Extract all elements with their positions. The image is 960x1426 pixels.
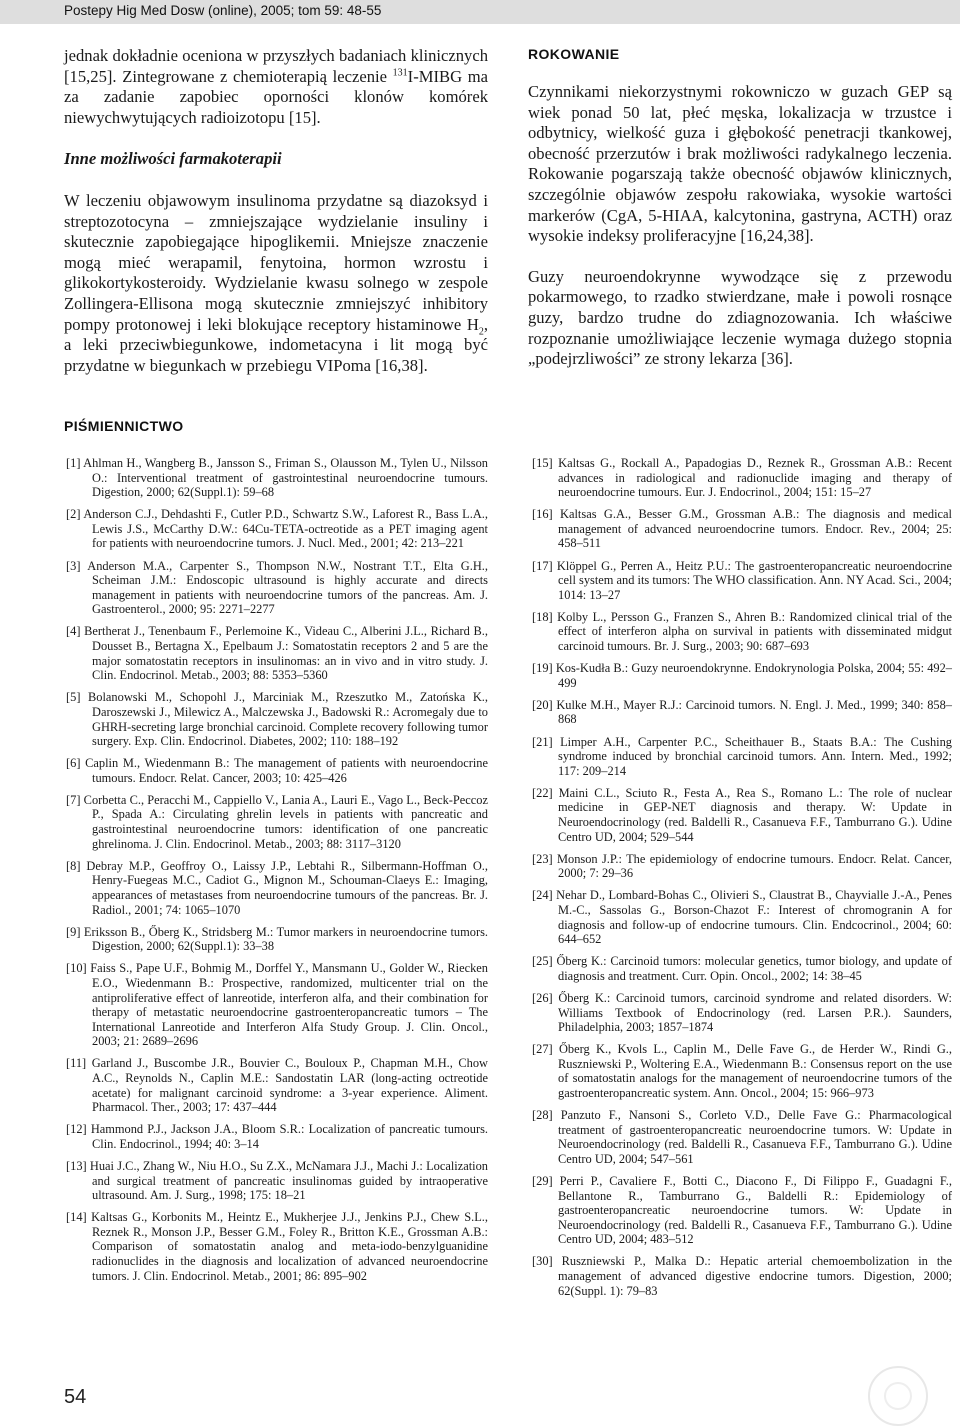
reference-item: [4] Bertherat J., Tenenbaum F., Perlemoine K., Videau C., Alberini J.L., Richard B., Dousset B., Bertagna X., Epelbaum J.: Somatostatin receptors 2 and 5 are the major somatostatin receptors in insulinomas: an in vivo and in vitro study. J. Clin. Endocrinol. Metab., 2003; 88: 5353–5360: [66, 624, 488, 683]
publisher-logo-icon: [868, 1366, 928, 1426]
reference-item: [21] Limper A.H., Carpenter P.C., Scheithauer B., Staats B.A.: The Cushing syndrome induced by bronchial carcinoid tumors. Ann. Intern. Med., 1992; 117: 209–214: [532, 734, 952, 778]
paragraph-prognosis-1: Czynnikami niekorzystnymi rokowniczo w guzach GEP są wiek ponad 50 lat, płeć męska, lokalizacja w trzustce i odbytnicy, wielkość guza i głębokość penetracji tkankowej, obecność przerzutów i brak możliwości radykalnego leczenia. Rokowanie pogarszają także obecność objawów klinicznych, szczególnie objawów zespołu rakowiaka, wysokie wartości markerów (CgA, 5-HIAA, kalcytonina, gastryna, ACTH) oraz wysokie indeksy proliferacyjne [16,24,38].: [528, 82, 952, 246]
running-header-bar: [0, 0, 960, 24]
reference-item: [19] Kos-Kudła B.: Guzy neuroendokrynne. Endokrynologia Polska, 2004; 55: 492–499: [532, 661, 952, 690]
reference-item: [1] Ahlman H., Wangberg B., Jansson S., Friman S., Olausson M., Tylen U., Nilsson O.: Interventional treatment of gastrointestinal neuroendocrine tumours. Digestion, 2000; 62(Suppl.1): 59–68: [66, 456, 488, 500]
reference-item: [28] Panzuto F., Nansoni S., Corleto V.D., Delle Fave G.: Pharmacological treatment of gastroenteropancreatic neuroendocrine tumors. W: Update in Neuroendocrinology (red. Baldelli R., Casanueva F.F., Tamburrano G.). Udine Centro UD, 2004; 547–561: [532, 1108, 952, 1166]
reference-item: [12] Hammond P.J., Jackson J.A., Bloom S.R.: Localization of pancreatic tumours. Clin. Endocrinol., 1994; 40: 3–14: [66, 1122, 488, 1151]
reference-item: [16] Kaltsas G.A., Besser G.M., Grossman A.B.: The diagnosis and medical management of advanced neuroendocrine tumors. Endocr. Rev., 2004; 25: 458–511: [532, 507, 952, 551]
reference-item: [3] Anderson M.A., Carpenter S., Thompson N.W., Nostrant T.T., Elta G.H., Scheiman J.M.: Endoscopic ultrasound is highly accurate and directs management in patients with neuroendocrine tumors of the pancreas. Am. J. Gastroenterol., 2000; 95: 2271–2277: [66, 558, 488, 617]
subheading-pharmacotherapy: Inne możliwości farmakoterapii: [64, 149, 282, 169]
reference-item: [2] Anderson C.J., Dehdashti F., Cutler P.D., Schwartz S.W., Laforest R., Bass L.A., Lewis J.S., McCarthy D.W.: 64Cu-TETA-octreotide as a PET imaging agent for patients with neuroendocrine tumors. J. Nucl. Med., 2001; 42: 213–221: [66, 507, 488, 551]
reference-item: [14] Kaltsas G., Korbonits M., Heintz E., Mukherjee J.J., Jenkins P.J., Chew S.L., Reznek R., Monson J.P., Besser G.M., Foley R., Britton K.E., Grossman A.B.: Comparison of somatostatin analog and meta-iodo-benzylguanidine radionuclides in the diagnosis and localization of advanced neuroendocrine tumors. J. Clin. Endocrinol. Metab., 2001; 86: 895–902: [66, 1210, 488, 1283]
page-number: 54: [64, 1386, 87, 1408]
reference-item: [29] Perri P., Cavaliere F., Botti C., Diacono F., Di Filippo F., Guadagni F., Bellantone R., Tamburrano G., Baldelli R.: Epidemiology of gastroenteropancreatic neuroendocrine tumors. W: Update in Neuroendocrinology (red. Baldelli R., Casanueva F.F., Tamburrano G.). Udine Centro UD, 2004; 483–512: [532, 1173, 952, 1247]
reference-item: [10] Faiss S., Pape U.F., Bohmig M., Dorffel Y., Mansmann U., Golder W., Riecken E.O., Wiedenmann B.: Prospective, randomized, multicenter trial on the antiproliferative effect of lanreotide, interferon alfa, and their combination for therapy of metastatic neuroendocrine gastroenteropancreatic tumors – The International Lanreotide and Interferon Alfa Study Group. J. Clin. Oncol., 2003; 21: 2689–2696: [66, 961, 488, 1049]
reference-item: [30] Ruszniewski P., Malka D.: Hepatic arterial chemoembolization in the management of advanced digestive endocrine tumors. Digestion, 2000; 62(Suppl. 1): 79–83: [532, 1254, 952, 1298]
reference-item: [22] Maini C.L., Sciuto R., Festa A., Rea S., Romano L.: The role of nuclear medicine in GEP-NET diagnosis and therapy. W: Update in Neuroendocrinology (red. Baldelli R., Casanueva F.F., Tamburrano G.). Udine Centro UD, 2004; 529–544: [532, 785, 952, 844]
reference-item: [26] Őberg K.: Carcinoid tumors, carcinoid syndrome and related disorders. W: Williams Textbook of Endocrinology (red. Larsen P.R.). Saunders, Philadelphia, 2003; 1857–1874: [532, 990, 952, 1035]
reference-item: [7] Corbetta C., Peracchi M., Cappiello V., Lania A., Lauri E., Vago L., Beck-Peccoz P., Spada A.: Circulating ghrelin levels in patients with pancreatic and gastrointestinal neuroendocrine tumors: identification of one pancreatic ghrelinoma. J. Clin. Endocrinol. Metab., 2003; 88: 3117–3120: [66, 792, 488, 851]
section-heading-references: PIŚMIENNICTWO: [64, 418, 184, 434]
reference-item: [24] Nehar D., Lombard-Bohas C., Olivieri S., Claustrat B., Chayvialle J.-A., Penes M.-C., Sassolas G., Borson-Chazot F.: Interest of chromogranin A for diagnosis and follow-up of endocrine tumours. Clin. Endcocrinol., 2004; 60: 644–652: [532, 888, 952, 947]
running-head: Postepy Hig Med Dosw (online), 2005; tom 59: 48-55: [64, 3, 382, 18]
reference-item: [27] Őberg K., Kvols L., Caplin M., Delle Fave G., de Herder W., Rindi G., Ruszniewski P., Woltering E.A., Wiedenmann B.: Consensus report on the use of somatostatin analogs for the management of neuroendocrine tumors of the gastroenteropancreatic system. Ann. Oncol., 2004; 15: 966–973: [532, 1042, 952, 1100]
right-column: [528, 46, 952, 370]
reference-item: [17] Klöppel G., Perren A., Heitz P.U.: The gastroenteropancreatic neuroendocrine cell system and its tumors: The WHO classification. Ann. NY Acad. Sci., 2004; 1014: 13–27: [532, 558, 952, 602]
reference-item: [20] Kulke M.H., Mayer R.J.: Carcinoid tumors. N. Engl. J. Med., 1999; 340: 858–868: [532, 697, 952, 727]
reference-item: [11] Garland J., Buscombe J.R., Bouvier C., Bouloux P., Chapman M.H., Chow A.C., Reynolds N., Caplin M.E.: Sandostatin LAR (long-acting octreotide acetate) for malignant carcinoid syndrome: a 3-year experience. Aliment. Pharmacol. Ther., 2003; 17: 437–444: [66, 1056, 488, 1115]
references-right-column: [532, 456, 952, 1306]
reference-item: [6] Caplin M., Wiedenmann B.: The management of patients with neuroendocrine tumours. Endocr. Relat. Cancer, 2003; 10: 425–426: [66, 756, 488, 785]
reference-item: [15] Kaltsas G., Rockall A., Papadogias D., Reznek R., Grossman A.B.: Recent advances in radiological and radionuclide imaging and therapy of neuroendocrine tumours. Eur. J. Endocrinol., 2004; 151: 15–27: [532, 456, 952, 500]
reference-item: [18] Kolby L., Persson G., Franzen S., Ahren B.: Randomized clinical trial of the effect of interferon alpha on survival in patients with disseminated midgut carcinoid tumours. Br. J. Surg., 2003; 90: 687–693: [532, 609, 952, 654]
references-left-column: [66, 456, 488, 1291]
section-heading-prognosis: ROKOWANIE: [528, 46, 620, 62]
left-column: [64, 46, 488, 376]
paragraph-pharmacotherapy: W leczeniu objawowym insulinoma przydatne są diazoksyd i streptozotocyna – zmniejszające wydzielanie insuliny i skutecznie zapobiegające hipoglikemii. Mniejsze znaczenie mogą mieć werapamil, fenytoina, hormon wzrostu i glikokortykosteroidy. Wydzielanie kwasu solnego w zespole Zollingera-Ellisona mogą skutecznie zmniejszyć inhibitory pompy protonowej i leki blokujące receptory histaminowe $H_2$, a leki przeciwbiegunkowe, indometacyna i lit mogą być przydatne w biegunkach w przebiegu VIPoma [16,38].: [64, 190, 488, 375]
reference-item: [5] Bolanowski M., Schopohl J., Marciniak M., Rzeszutko M., Zatońska K., Daroszewski J., Milewicz A., Malczewska J., Badowski R.: Acromegaly due to GHRH-secreting large bronchial carcinoid. Complete recovery following tumor surgery. Exp. Clin. Endocrinol. Diabetes, 2002; 110: 188–192: [66, 690, 488, 749]
reference-item: [9] Eriksson B., Őberg K., Stridsberg M.: Tumor markers in neuroendocrine tumors. Digestion, 2000; 62(Suppl.1): 33–38: [66, 924, 488, 954]
reference-item: [8] Debray M.P., Geoffroy O., Laissy J.P., Lebtahi R., Silbermann-Hoffman O., Henry-Fuegeas M.C., Cadiot G., Mignon M., Schouman-Claeys E.: Imaging, appearances of metastases from neuroendocrine tumours of the pancreas. Br. J. Radiol., 2001; 74: 1065–1070: [66, 858, 488, 917]
paragraph-mibg: jednak dokładnie oceniona w przyszłych badaniach klinicznych [15,25]. Zintegrowane z chemioterapią leczenie $^{131}$I-MIBG ma za zadanie zapobiec oporności klonów komórek niewychwytujących radioizotopu [15].: [64, 46, 488, 127]
reference-item: [25] Őberg K.: Carcinoid tumors: molecular genetics, tumor biology, and update of diagnosis and treatment. Curr. Opin. Oncol., 2002; 14: 38–45: [532, 954, 952, 983]
reference-item: [13] Huai J.C., Zhang W., Niu H.O., Su Z.X., McNamara J.J., Machi J.: Localization and surgical treatment of pancreatic insulinomas guided by intraoperative ultrasound. Am. J. Surg., 1998; 175: 18–21: [66, 1158, 488, 1203]
paragraph-prognosis-2: Guzy neuroendokrynne wywodzące się z przewodu pokarmowego, to rzadko stwierdzane, małe i powoli rosnące guzy, bardzo trudne do zdiagnozowania. Ich właściwe rozpoznanie umożliwiające leczenie wymaga dużego stopnia „podejrzliwości” ze strony lekarza [36].: [528, 266, 952, 369]
reference-item: [23] Monson J.P.: The epidemiology of endocrine tumours. Endocr. Relat. Cancer, 2000; 7: 29–36: [532, 851, 952, 881]
